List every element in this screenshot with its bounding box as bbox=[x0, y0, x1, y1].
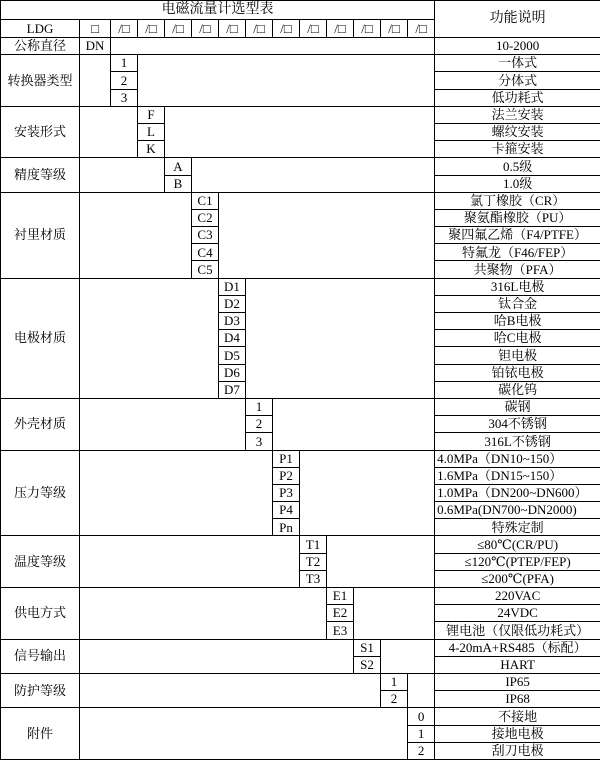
option-code: 1 bbox=[381, 673, 408, 690]
func-column-header: 功能说明 bbox=[435, 1, 600, 38]
option-code: T3 bbox=[300, 570, 327, 587]
option-code: 2 bbox=[408, 742, 435, 759]
category-label: 信号输出 bbox=[1, 639, 80, 673]
model-digit-box: /□ bbox=[192, 20, 219, 38]
option-desc: 共聚物（PFA） bbox=[435, 261, 600, 278]
model-digit-box: /□ bbox=[300, 20, 327, 38]
option-desc: HART bbox=[435, 656, 600, 673]
option-desc: IP65 bbox=[435, 673, 600, 690]
option-code: C2 bbox=[192, 209, 219, 226]
category-label: 转换器类型 bbox=[1, 55, 80, 107]
spacer bbox=[80, 673, 381, 707]
spacer bbox=[165, 106, 435, 158]
option-code: C3 bbox=[192, 227, 219, 244]
option-desc: 316L电极 bbox=[435, 278, 600, 295]
option-code: E1 bbox=[327, 588, 354, 605]
option-desc: 特氟龙（F46/FEP） bbox=[435, 244, 600, 261]
option-code: 0 bbox=[408, 708, 435, 725]
spacer bbox=[111, 38, 435, 55]
option-code: C1 bbox=[192, 192, 219, 209]
option-desc: 一体式 bbox=[435, 55, 600, 72]
category-label: 公称直径 bbox=[1, 38, 80, 55]
option-code: D3 bbox=[219, 313, 246, 330]
spacer bbox=[80, 278, 219, 398]
option-desc: IP68 bbox=[435, 691, 600, 708]
option-desc: 220VAC bbox=[435, 588, 600, 605]
option-desc: 卡箍安装 bbox=[435, 141, 600, 158]
option-code: S1 bbox=[354, 639, 381, 656]
category-label: 外壳材质 bbox=[1, 398, 80, 450]
option-code: 1 bbox=[111, 55, 138, 72]
model-box: □ bbox=[80, 20, 111, 38]
option-code: E3 bbox=[327, 622, 354, 639]
model-prefix: LDG bbox=[1, 20, 80, 38]
spacer bbox=[80, 588, 327, 640]
option-desc: 1.0MPa（DN200~DN600） bbox=[435, 484, 600, 501]
option-desc: 10-2000 bbox=[435, 38, 600, 55]
option-code: P4 bbox=[273, 502, 300, 519]
option-desc: 不接地 bbox=[435, 708, 600, 725]
option-desc: 304不锈钢 bbox=[435, 416, 600, 433]
spacer bbox=[273, 398, 435, 450]
option-desc: 碳钢 bbox=[435, 398, 600, 415]
option-code: 1 bbox=[246, 398, 273, 415]
category-label: 附件 bbox=[1, 708, 80, 760]
option-code: F bbox=[138, 106, 165, 123]
option-code: P3 bbox=[273, 484, 300, 501]
spacer bbox=[80, 106, 138, 158]
option-desc: 法兰安装 bbox=[435, 106, 600, 123]
option-code: T2 bbox=[300, 553, 327, 570]
option-desc: ≤120℃(PTEP/FEP) bbox=[435, 553, 600, 570]
model-digit-box: /□ bbox=[111, 20, 138, 38]
category-label: 精度等级 bbox=[1, 158, 80, 192]
option-code: L bbox=[138, 123, 165, 140]
spacer bbox=[80, 536, 300, 588]
spacer bbox=[408, 673, 435, 707]
model-digit-box: /□ bbox=[219, 20, 246, 38]
table-title: 电磁流量计选型表 bbox=[1, 1, 435, 20]
option-desc: 1.6MPa（DN15~150） bbox=[435, 467, 600, 484]
spacer bbox=[381, 639, 435, 673]
spacer bbox=[219, 192, 435, 278]
option-code: D4 bbox=[219, 330, 246, 347]
option-desc: 哈B电极 bbox=[435, 313, 600, 330]
model-digit-box: /□ bbox=[408, 20, 435, 38]
option-code: K bbox=[138, 141, 165, 158]
option-code: D6 bbox=[219, 364, 246, 381]
option-desc: 刮刀电极 bbox=[435, 742, 600, 759]
option-desc: 钽电极 bbox=[435, 347, 600, 364]
category-label: 电极材质 bbox=[1, 278, 80, 398]
option-desc: 分体式 bbox=[435, 72, 600, 89]
option-code: D2 bbox=[219, 295, 246, 312]
category-label: 防护等级 bbox=[1, 673, 80, 707]
option-desc: 氯丁橡胶（CR） bbox=[435, 192, 600, 209]
option-desc: 4-20mA+RS485（标配） bbox=[435, 639, 600, 656]
category-label: 温度等级 bbox=[1, 536, 80, 588]
option-desc: 4.0MPa（DN10~150） bbox=[435, 450, 600, 467]
spacer bbox=[327, 536, 435, 588]
option-desc: 钛合金 bbox=[435, 295, 600, 312]
option-code: C4 bbox=[192, 244, 219, 261]
option-desc: 铂铱电极 bbox=[435, 364, 600, 381]
spacer bbox=[354, 588, 435, 640]
option-code: Pn bbox=[273, 519, 300, 536]
spacer bbox=[80, 398, 246, 450]
option-code: 3 bbox=[246, 433, 273, 450]
model-digit-box: /□ bbox=[138, 20, 165, 38]
model-digit-box: /□ bbox=[354, 20, 381, 38]
spacer bbox=[246, 278, 435, 398]
option-code: 1 bbox=[408, 725, 435, 742]
option-desc: 特殊定制 bbox=[435, 519, 600, 536]
option-desc: 螺纹安装 bbox=[435, 123, 600, 140]
category-label: 安装形式 bbox=[1, 106, 80, 158]
option-desc: 316L不锈钢 bbox=[435, 433, 600, 450]
model-digit-box: /□ bbox=[165, 20, 192, 38]
option-desc: 1.0级 bbox=[435, 175, 600, 192]
category-label: 衬里材质 bbox=[1, 192, 80, 278]
category-label: 压力等级 bbox=[1, 450, 80, 536]
model-digit-box: /□ bbox=[327, 20, 354, 38]
spacer bbox=[80, 55, 111, 107]
option-desc: 锂电池（仅限低功耗式） bbox=[435, 622, 600, 639]
option-code: A bbox=[165, 158, 192, 175]
option-code: DN bbox=[80, 38, 111, 55]
option-code: 3 bbox=[111, 89, 138, 106]
option-code: D5 bbox=[219, 347, 246, 364]
option-desc: ≤80℃(CR/PU) bbox=[435, 536, 600, 553]
option-code: P2 bbox=[273, 467, 300, 484]
option-desc: 24VDC bbox=[435, 605, 600, 622]
option-desc: 哈C电极 bbox=[435, 330, 600, 347]
option-code: B bbox=[165, 175, 192, 192]
spacer bbox=[192, 158, 435, 192]
option-code: E2 bbox=[327, 605, 354, 622]
option-code: T1 bbox=[300, 536, 327, 553]
option-desc: 接地电极 bbox=[435, 725, 600, 742]
option-desc: 低功耗式 bbox=[435, 89, 600, 106]
option-code: 2 bbox=[246, 416, 273, 433]
spacer bbox=[80, 450, 273, 536]
option-desc: 0.6MPa(DN700~DN2000) bbox=[435, 502, 600, 519]
model-digit-box: /□ bbox=[246, 20, 273, 38]
option-code: S2 bbox=[354, 656, 381, 673]
spacer bbox=[300, 450, 435, 536]
spacer bbox=[80, 639, 354, 673]
spacer bbox=[80, 192, 192, 278]
spacer bbox=[80, 158, 165, 192]
option-desc: 0.5级 bbox=[435, 158, 600, 175]
option-desc: 聚四氟乙烯（F4/PTFE） bbox=[435, 227, 600, 244]
option-code: C5 bbox=[192, 261, 219, 278]
option-desc: 碳化钨 bbox=[435, 381, 600, 398]
option-code: D7 bbox=[219, 381, 246, 398]
spacer bbox=[138, 55, 435, 107]
model-digit-box: /□ bbox=[381, 20, 408, 38]
option-code: 2 bbox=[111, 72, 138, 89]
option-code: P1 bbox=[273, 450, 300, 467]
option-desc: 聚氨酯橡胶（PU） bbox=[435, 209, 600, 226]
option-code: D1 bbox=[219, 278, 246, 295]
category-label: 供电方式 bbox=[1, 588, 80, 640]
option-code: 2 bbox=[381, 691, 408, 708]
option-desc: ≤200℃(PFA) bbox=[435, 570, 600, 587]
model-digit-box: /□ bbox=[273, 20, 300, 38]
